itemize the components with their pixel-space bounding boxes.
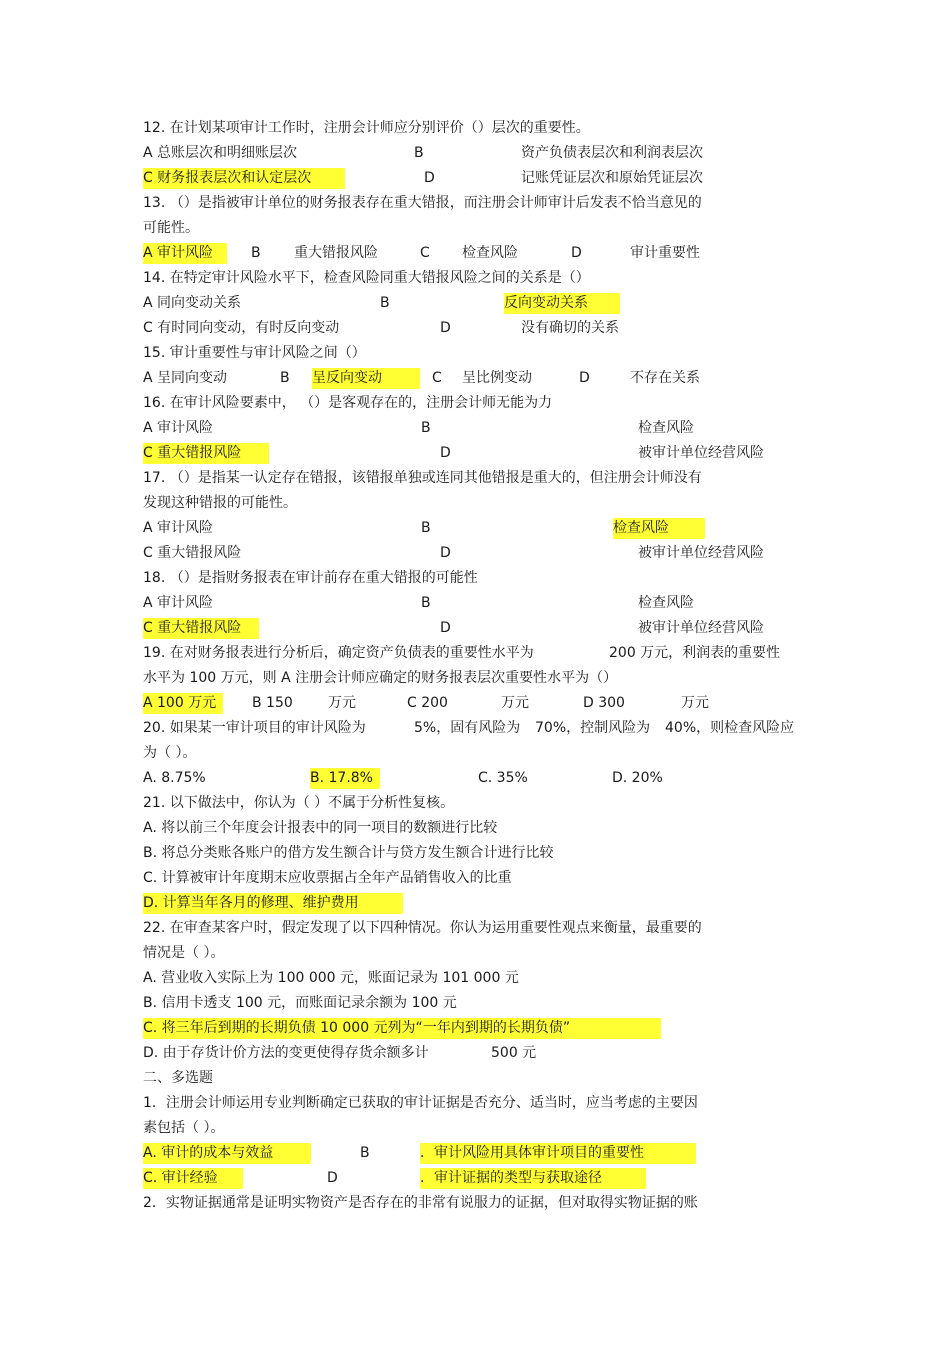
text-line (0, 941, 950, 966)
text-segment: D (440, 620, 451, 636)
text-line (0, 641, 950, 666)
text-line (0, 491, 950, 516)
text-segment: D (571, 245, 582, 261)
text-line (0, 516, 950, 541)
text-segment: 12. 在计划某项审计工作时，注册会计师应分别评价（）层次的重要性。 (143, 120, 590, 136)
text-segment: 40%，则检查风险应 (665, 720, 795, 736)
text-segment: A. 将以前三个年度会计报表中的同一项目的数额进行比较 (143, 820, 498, 836)
text-segment: 发现这种错报的可能性。 (143, 495, 297, 511)
text-segment: 素包括（ ）。 (143, 1120, 225, 1136)
text-segment: B (251, 245, 261, 261)
text-segment: A 同向变动关系 (143, 295, 242, 311)
text-segment: B (421, 420, 431, 436)
highlighted-answer: A. 审计的成本与效益 (143, 1143, 311, 1164)
text-segment: 5%，固有风险为 (414, 720, 521, 736)
text-segment: C. 35% (478, 770, 528, 786)
text-segment: 可能性。 (143, 220, 199, 236)
text-line (0, 966, 950, 991)
text-segment: B (380, 295, 390, 311)
text-line (0, 191, 950, 216)
text-line (0, 791, 950, 816)
text-line (0, 291, 950, 316)
text-segment: C (432, 370, 442, 386)
text-line (0, 1016, 950, 1041)
text-segment: B (280, 370, 290, 386)
text-segment: 18. （）是指财务报表在审计前存在重大错报的可能性 (143, 570, 478, 586)
text-line (0, 266, 950, 291)
text-segment: 16. 在审计风险要素中， （）是客观存在的，注册会计师无能为力 (143, 395, 553, 411)
text-segment: 500 元 (491, 1045, 537, 1061)
text-line (0, 116, 950, 141)
text-segment: D (424, 170, 435, 186)
text-segment: 19. 在对财务报表进行分析后，确定资产负债表的重要性水平为 (143, 645, 534, 661)
text-segment: 1．注册会计师运用专业判断确定已获取的审计证据是否充分、适当时，应当考虑的主要因 (143, 1095, 698, 1111)
text-line (0, 666, 950, 691)
text-segment: 15. 审计重要性与审计风险之间（） (143, 345, 366, 361)
text-segment: B (360, 1145, 370, 1161)
text-segment: 检查风险 (638, 420, 694, 436)
text-line (0, 1191, 950, 1216)
text-line (0, 1141, 950, 1166)
highlighted-answer: A 100 万元 (143, 693, 223, 714)
text-segment: C (420, 245, 430, 261)
text-segment: 审计重要性 (630, 245, 700, 261)
highlighted-answer: 检查风险 (613, 518, 705, 539)
highlighted-answer: A 审计风险 (143, 243, 227, 264)
text-line (0, 241, 950, 266)
text-segment: C 200 (407, 695, 448, 711)
text-segment: 万元 (501, 695, 529, 711)
highlighted-answer: B. 17.8% (310, 768, 380, 789)
text-segment: B. 信用卡透支 100 元，而账面记录余额为 100 元 (143, 995, 457, 1011)
text-line (0, 1166, 950, 1191)
text-segment: 21. 以下做法中，你认为（ ）不属于分析性复核。 (143, 795, 455, 811)
text-segment: C 有时同向变动，有时反向变动 (143, 320, 340, 336)
text-line (0, 816, 950, 841)
text-line (0, 1041, 950, 1066)
text-segment: B 150 (252, 695, 293, 711)
text-segment: 被审计单位经营风险 (638, 545, 764, 561)
text-segment: A 审计风险 (143, 595, 214, 611)
text-segment: 万元 (328, 695, 356, 711)
text-segment: A. 8.75% (143, 770, 206, 786)
text-segment: 不存在关系 (630, 370, 700, 386)
text-segment: A 呈同向变动 (143, 370, 228, 386)
text-segment: D. 由于存货计价方法的变更使得存货余额多计 (143, 1045, 429, 1061)
text-segment: 呈比例变动 (462, 370, 532, 386)
text-segment: B (421, 520, 431, 536)
highlighted-answer: C 财务报表层次和认定层次 (143, 168, 345, 189)
text-segment: A. 营业收入实际上为 100 000 元，账面记录为 101 000 元 (143, 970, 519, 986)
text-segment: C 重大错报风险 (143, 545, 242, 561)
text-line (0, 166, 950, 191)
text-line (0, 541, 950, 566)
text-line (0, 991, 950, 1016)
text-line (0, 766, 950, 791)
text-line (0, 366, 950, 391)
text-line (0, 341, 950, 366)
text-segment: 水平为 100 万元，则 A 注册会计师应确定的财务报表层次重要性水平为（） (143, 670, 618, 686)
text-segment: D 300 (583, 695, 625, 711)
highlighted-answer: C. 将三年后到期的长期负债 10 000 元列为“一年内到期的长期负债” (143, 1018, 661, 1039)
text-segment: A 审计风险 (143, 520, 214, 536)
text-segment: 检查风险 (462, 245, 518, 261)
text-segment: A 总账层次和明细账层次 (143, 145, 298, 161)
text-segment: D. 20% (612, 770, 663, 786)
text-line (0, 1091, 950, 1116)
text-line (0, 216, 950, 241)
text-segment: 22. 在审查某客户时，假定发现了以下四种情况。你认为运用重要性观点来衡量，最重要的 (143, 920, 702, 936)
text-segment: D (327, 1170, 338, 1186)
text-line (0, 141, 950, 166)
text-line (0, 1066, 950, 1091)
text-segment: C. 计算被审计年度期末应收票据占全年产品销售收入的比重 (143, 870, 512, 886)
text-line (0, 841, 950, 866)
highlighted-answer: ．审计风险用具体审计项目的重要性 (420, 1143, 696, 1164)
highlighted-answer: C 重大错报风险 (143, 443, 269, 464)
text-line (0, 716, 950, 741)
text-segment: D (440, 320, 451, 336)
highlighted-answer: ．审计证据的类型与获取途径 (420, 1168, 646, 1189)
text-segment: B. 将总分类账各账户的借方发生额合计与贷方发生额合计进行比较 (143, 845, 554, 861)
text-segment: 重大错报风险 (294, 245, 378, 261)
text-segment: B (414, 145, 424, 161)
text-line (0, 566, 950, 591)
highlighted-answer: 呈反向变动 (312, 368, 420, 389)
text-segment: 万元 (681, 695, 709, 711)
text-segment: D (440, 545, 451, 561)
text-line (0, 441, 950, 466)
text-segment: 20. 如果某一审计项目的审计风险为 (143, 720, 366, 736)
highlighted-answer: D. 计算当年各月的修理、维护费用 (143, 893, 403, 914)
text-segment: D (579, 370, 590, 386)
text-line (0, 616, 950, 641)
text-line (0, 1116, 950, 1141)
text-segment: 记账凭证层次和原始凭证层次 (521, 170, 703, 186)
text-segment: D (440, 445, 451, 461)
text-segment: 为（ ）。 (143, 745, 197, 761)
text-segment: 检查风险 (638, 595, 694, 611)
text-segment: 13. （）是指被审计单位的财务报表存在重大错报，而注册会计师审计后发表不恰当意见的 (143, 195, 702, 211)
text-segment: 2．实物证据通常是证明实物资产是否存在的非常有说服力的证据，但对取得实物证据的账 (143, 1195, 698, 1211)
text-segment: 14. 在特定审计风险水平下，检查风险同重大错报风险之间的关系是（） (143, 270, 590, 286)
text-segment: 资产负债表层次和利润表层次 (521, 145, 703, 161)
text-segment: 被审计单位经营风险 (638, 445, 764, 461)
text-segment: 200 万元，利润表的重要性 (609, 645, 781, 661)
text-line (0, 691, 950, 716)
text-segment: 17. （）是指某一认定存在错报，该错报单独或连同其他错报是重大的，但注册会计师没有 (143, 470, 702, 486)
text-segment: A 审计风险 (143, 420, 214, 436)
text-segment: 70%，控制风险为 (535, 720, 651, 736)
highlighted-answer: C 重大错报风险 (143, 618, 259, 639)
text-line (0, 866, 950, 891)
highlighted-answer: 反向变动关系 (504, 293, 620, 314)
text-segment: 情况是（ ）。 (143, 945, 225, 961)
text-line (0, 916, 950, 941)
text-line (0, 591, 950, 616)
text-segment: 被审计单位经营风险 (638, 620, 764, 636)
text-segment: 没有确切的关系 (521, 320, 619, 336)
text-segment: 二、多选题 (143, 1070, 213, 1086)
text-line (0, 391, 950, 416)
text-line (0, 466, 950, 491)
text-line (0, 741, 950, 766)
text-segment: B (421, 595, 431, 611)
highlighted-answer: C. 审计经验 (143, 1168, 243, 1189)
text-line (0, 891, 950, 916)
text-line (0, 416, 950, 441)
text-line (0, 316, 950, 341)
